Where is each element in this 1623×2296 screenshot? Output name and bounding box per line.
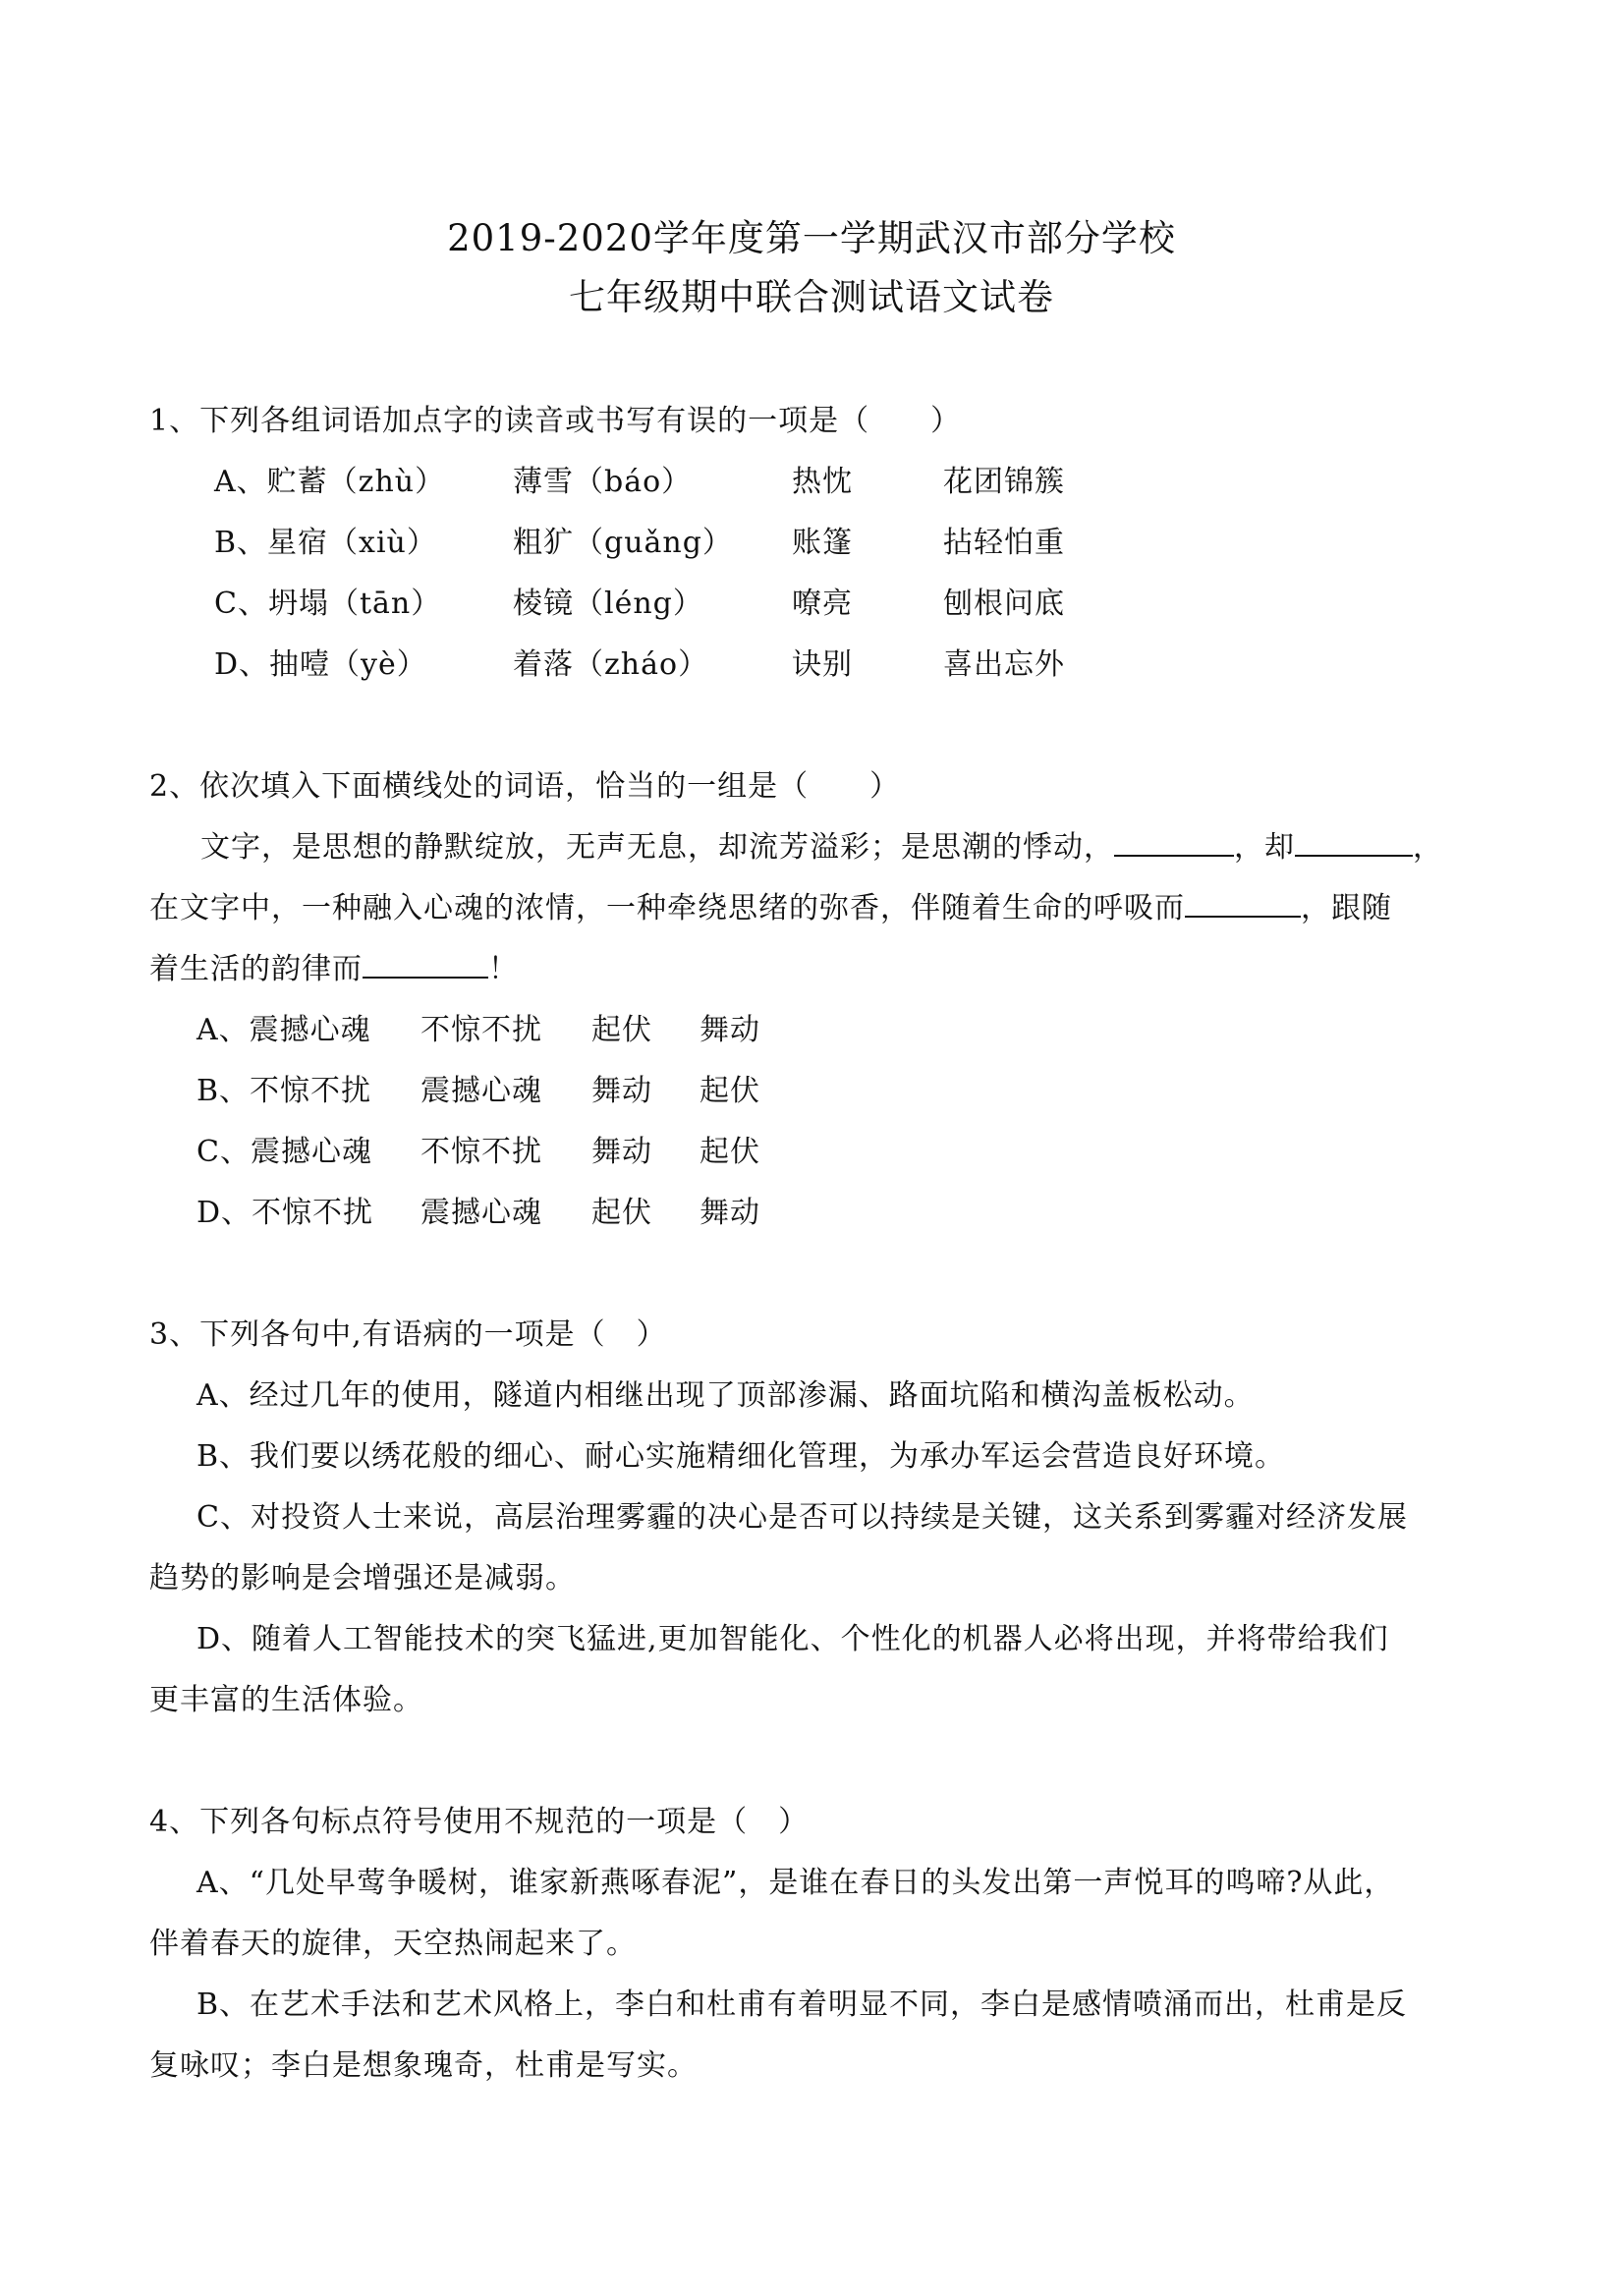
fill-blank-2 [1295,825,1413,857]
q2-passage-text-4: 在文字中，一种融入心魂的浓情，一种牵绕思绪的弥香，伴随着生命的呼吸而 [149,891,1185,925]
q4-option-a-line1: A、“几处早莺争暖树，谁家新燕啄春泥”，是谁在春日的头发出第一声悦耳的鸣啼?从此， [196,1866,1395,1900]
q3-stem: 3、下列各句中,有语病的一项是（ ） [149,1317,667,1352]
q1-c-item-2: 棱镜（léng） [513,587,703,621]
q4-option-b-line2: 复咏叹；李白是想象瑰奇，杜甫是写实。 [149,2048,698,2083]
q2-c-item-2: 不惊不扰 [420,1135,542,1169]
q2-passage-line2 [149,883,1392,926]
q2-passage-text-2: ，却 [1234,830,1295,865]
q2-b-item-3: 舞动 [591,1074,652,1108]
q2-d-item-4: 舞动 [700,1196,760,1230]
q2-passage-text-5: ，跟随 [1301,891,1392,925]
q2-a-item-4: 舞动 [700,1013,760,1047]
q1-b-item-2: 粗犷（guǎng） [513,526,733,560]
q1-a-item-2: 薄雪（báo） [513,465,693,499]
q2-a-item-3: 起伏 [591,1013,652,1047]
q2-c-item-3: 舞动 [591,1135,652,1169]
q2-d-item-1: D、不惊不扰 [196,1196,374,1230]
q2-passage-text-3: ， [1413,830,1443,865]
q3-option-d-line1: D、随着人工智能技术的突飞猛进,更加智能化、个性化的机器人必将出现，并将带给我们 [196,1622,1389,1656]
q2-passage-text-6: 着生活的韵律而 [149,952,363,986]
fill-blank-1 [1114,825,1234,857]
q4-stem: 4、下列各句标点符号使用不规范的一项是（ ） [149,1805,810,1839]
q3-option-c-line2: 趋势的影响是会增强还是减弱。 [149,1561,576,1596]
q1-d-item-3: 诀别 [792,647,853,682]
q3-option-c-line1: C、对投资人士来说，高层治理雾霾的决心是否可以持续是关键，这关系到雾霾对经济发展 [196,1500,1408,1535]
q1-stem: 1、下列各组词语加点字的读音或书写有误的一项是（ ） [149,404,962,438]
q3-option-d-line2: 更丰富的生活体验。 [149,1683,423,1717]
q1-a-item-1: A、贮蓄（zhù） [214,465,446,499]
q1-d-item-4: 喜出忘外 [943,647,1065,682]
q2-b-item-1: B、不惊不扰 [196,1074,372,1108]
q2-passage-text-7: ！ [488,952,519,986]
q1-c-item-4: 刨根问底 [943,587,1065,621]
q2-b-item-4: 起伏 [700,1074,760,1108]
q2-passage-line1 [200,822,1443,866]
q1-b-item-3: 账篷 [792,526,853,560]
exam-title-line1: 2019-2020学年度第一学期武汉市部分学校 [447,217,1176,259]
q1-b-item-4: 拈轻怕重 [943,526,1065,560]
q3-option-a: A、经过几年的使用，隧道内相继出现了顶部渗漏、路面坑陷和横沟盖板松动。 [196,1378,1255,1413]
q2-b-item-2: 震撼心魂 [420,1074,542,1108]
q2-passage-text-1: 文字，是思想的静默绽放，无声无息，却流芳溢彩；是思潮的悸动， [200,830,1114,865]
q2-stem: 2、依次填入下面横线处的词语，恰当的一组是（ ） [149,769,901,804]
q2-c-item-1: C、震撼心魂 [196,1135,372,1169]
q2-a-item-1: A、震撼心魂 [196,1013,371,1047]
q1-d-item-1: D、抽噎（yè） [214,647,427,682]
q1-a-item-4: 花团锦簇 [943,465,1065,499]
fill-blank-3 [1185,886,1301,918]
q2-a-item-2: 不惊不扰 [420,1013,542,1047]
q1-b-item-1: B、星宿（xiù） [214,526,437,560]
q1-d-item-2: 着落（zháo） [513,647,709,682]
q1-a-item-3: 热忱 [792,465,853,499]
q4-option-b-line1: B、在艺术手法和艺术风格上，李白和杜甫有着明显不同，李白是感情喷涌而出，杜甫是反 [196,1988,1408,2022]
q1-c-item-3: 嘹亮 [792,587,853,621]
q4-option-a-line2: 伴着春天的旋律，天空热闹起来了。 [149,1927,637,1961]
q2-c-item-4: 起伏 [700,1135,760,1169]
q1-c-item-1: C、坍塌（tān） [214,587,442,621]
q2-d-item-2: 震撼心魂 [420,1196,542,1230]
fill-blank-4 [363,947,488,979]
q2-passage-line3 [149,944,519,987]
q3-option-b: B、我们要以绣花般的细心、耐心实施精细化管理，为承办军运会营造良好环境。 [196,1439,1286,1474]
q2-d-item-3: 起伏 [591,1196,652,1230]
exam-title-line2: 七年级期中联合测试语文试卷 [569,276,1054,318]
